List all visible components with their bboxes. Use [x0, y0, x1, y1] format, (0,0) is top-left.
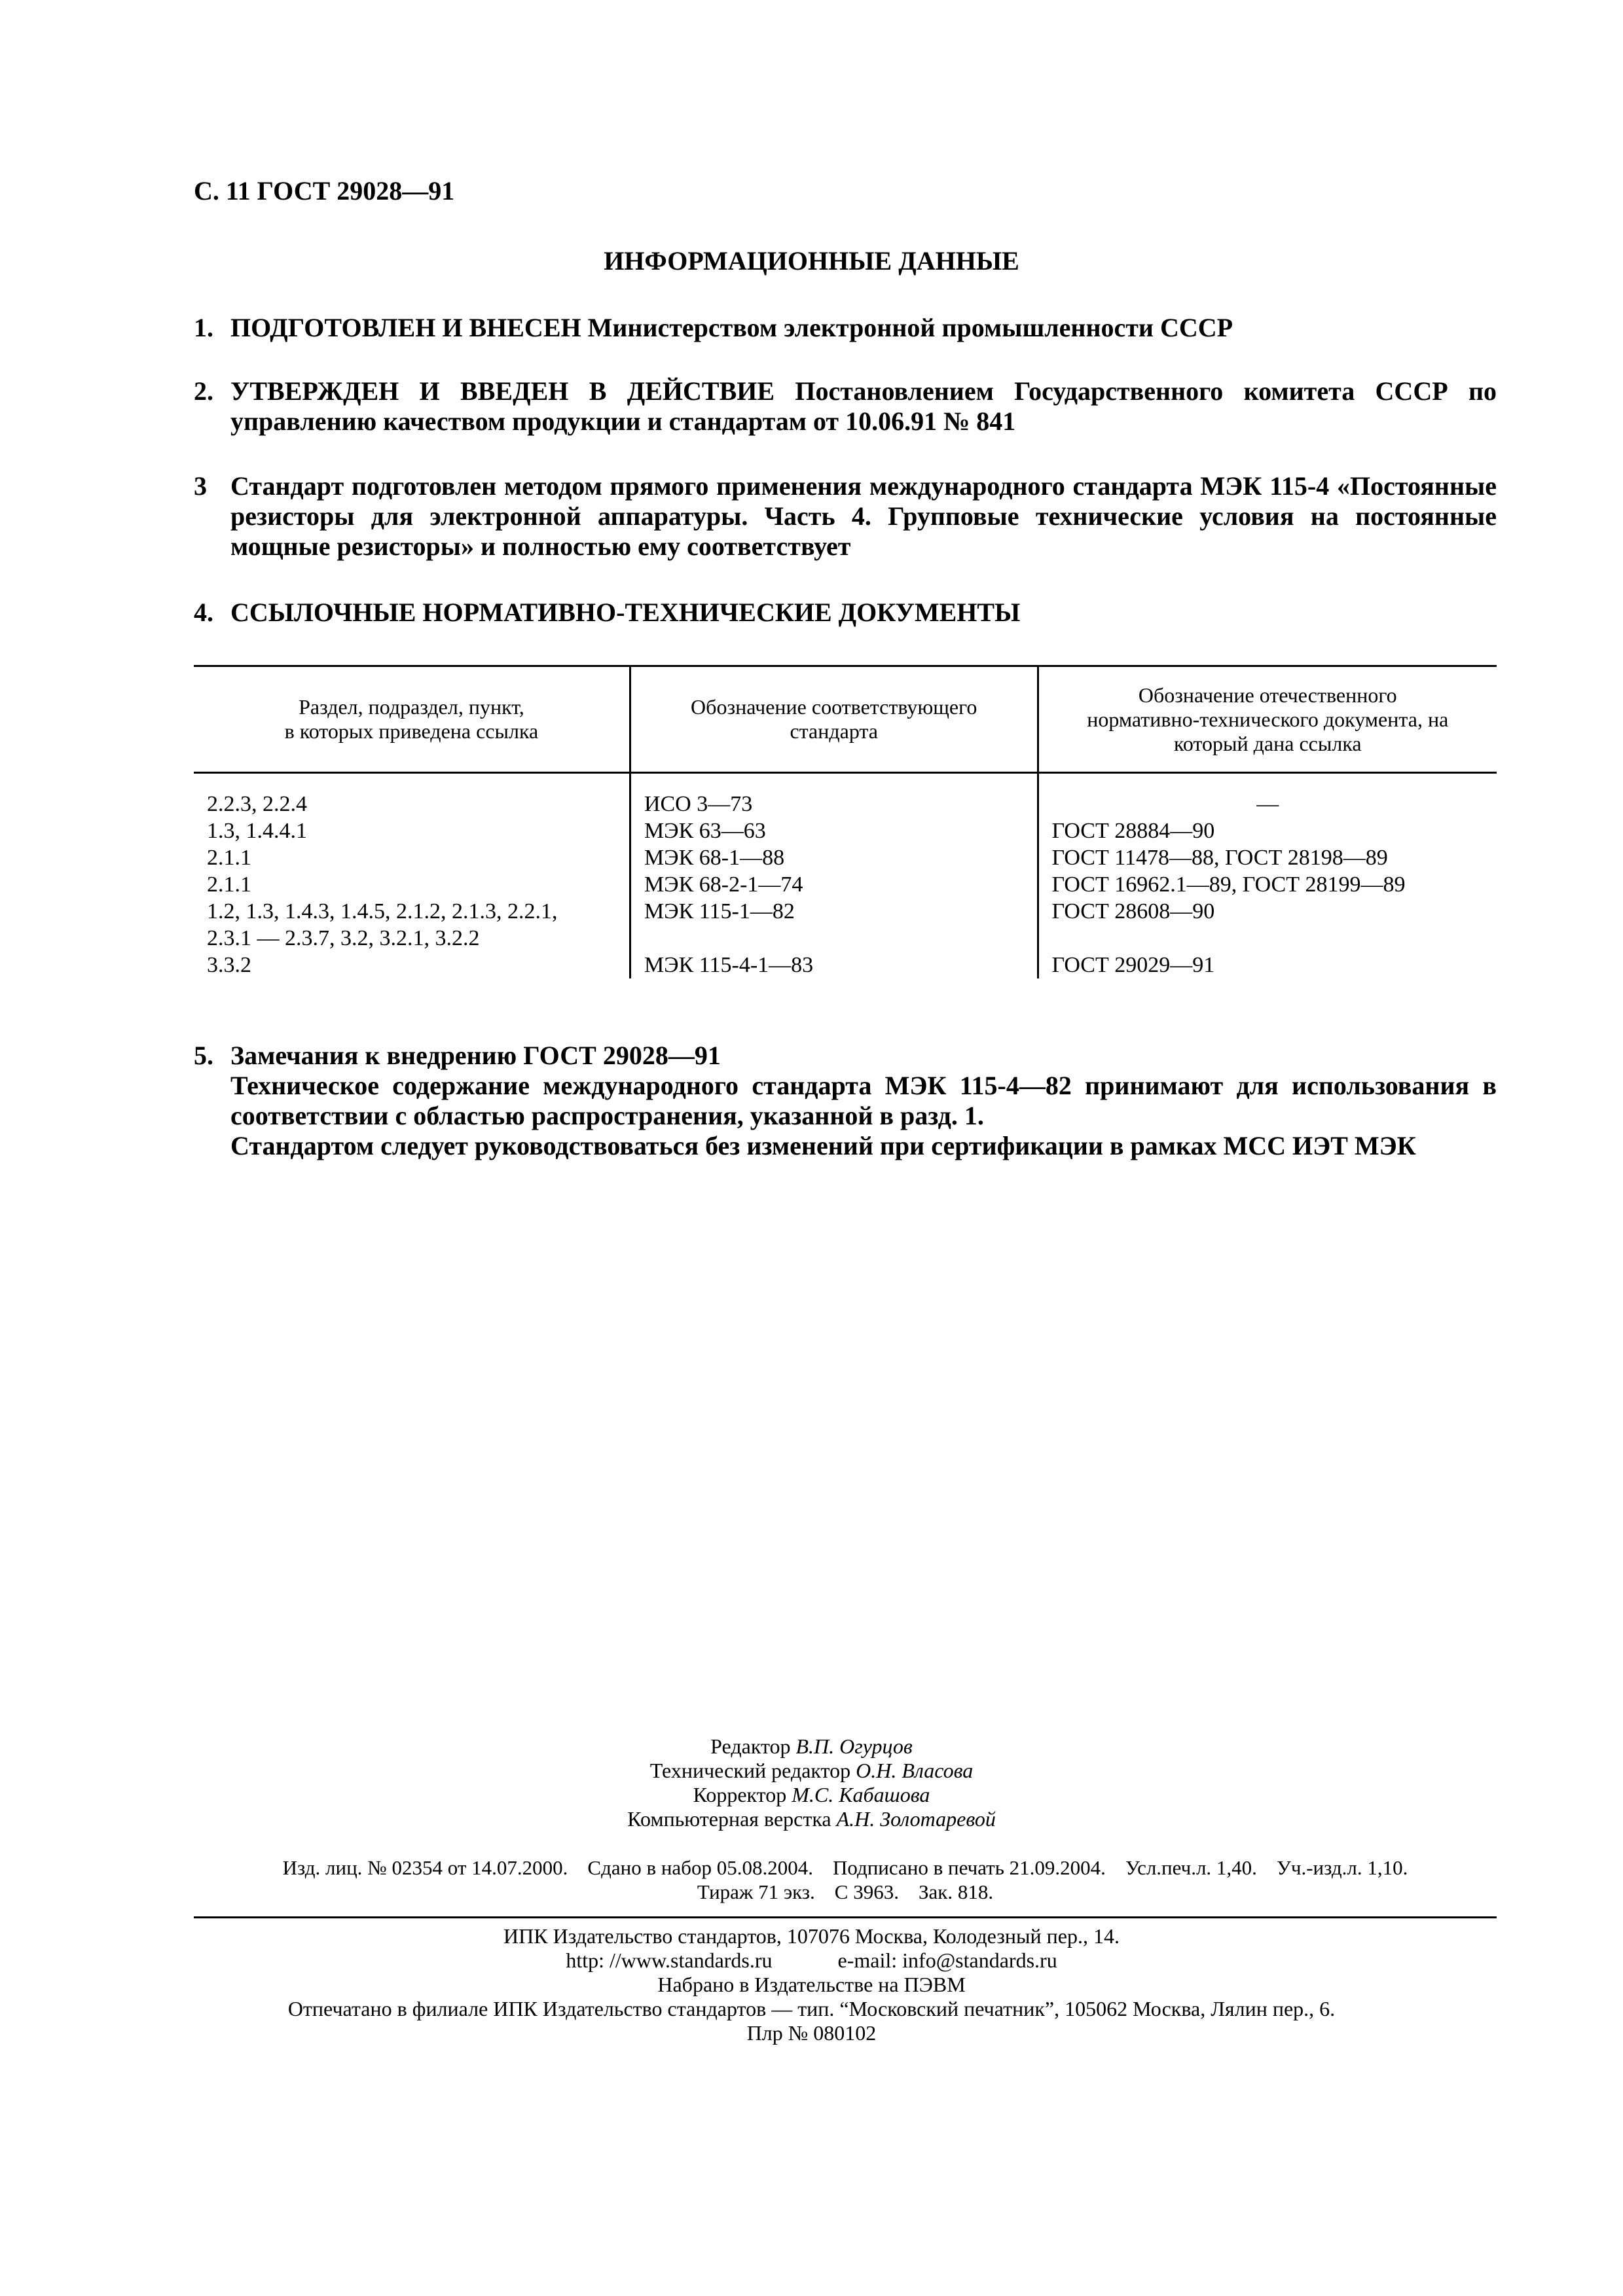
table-header-cell: Обозначение соответствующего стандарта [630, 666, 1038, 773]
imprint-line-1 [194, 1856, 1497, 1880]
publisher-contacts [0, 1948, 1623, 1973]
imprint-license: Изд. лиц. № 02354 от 14.07.2000. [282, 1856, 568, 1879]
publisher-line: Набрано в Издательстве на ПЭВМ [657, 1973, 966, 1996]
table-header-cell: Обозначение отечественного нормативно-технического документа, на который дана ссылка [1038, 666, 1497, 773]
horizontal-rule [194, 1916, 1497, 1918]
item-caps: ПОДГОТОВЛЕН И ВНЕСЕН [230, 313, 581, 342]
imprint-sent: Сдано в набор 05.08.2004. [587, 1856, 813, 1879]
publisher-line: Плр № 080102 [746, 2021, 877, 2045]
publisher-line: ИПК Издательство стандартов, 107076 Москва, Колодезный пер., 14. [503, 1924, 1120, 1948]
imprint-signed: Подписано в печать 21.09.2004. [832, 1856, 1106, 1879]
empty-dash: — [1256, 792, 1279, 816]
credit-name: О.Н. Власова [856, 1759, 974, 1782]
imprint-c: С 3963. [834, 1880, 899, 1903]
info-item-5 [194, 1041, 1497, 1161]
document-title: ИНФОРМАЦИОННЫЕ ДАННЫЕ [604, 246, 1019, 276]
item-number: 2. [194, 376, 213, 406]
item-number: 4. [194, 598, 213, 627]
imprint-print-sheets: Усл.печ.л. 1,40. [1125, 1856, 1257, 1879]
item-text: Министерством электронной промышленности СССР [581, 313, 1233, 342]
table-row [194, 773, 1497, 979]
table-cell-national-docs [1038, 773, 1497, 979]
credit-name: А.Н. Золотаревой [836, 1807, 996, 1831]
imprint-order: Зак. 818. [918, 1880, 994, 1903]
credit-layout [0, 1807, 1623, 1831]
publisher-website: http: //www.standards.ru [566, 1948, 773, 1972]
page-header: С. 11 ГОСТ 29028—91 [194, 176, 455, 206]
publisher-block [0, 1924, 1623, 2045]
publisher-line: Отпечатано в филиале ИПК Издательство стандартов — тип. “Московский печатник”, 105062 Москва, Лялин пер., 6. [287, 1997, 1336, 2020]
info-item-1 [194, 313, 1497, 343]
item-caps: УТВЕРЖДЕН И ВВЕДЕН В ДЕЙСТВИЕ [230, 376, 775, 406]
imprint-line-2 [194, 1880, 1497, 1904]
credit-corrector [0, 1783, 1623, 1807]
reference-table [194, 665, 1497, 978]
item-number: 5. [194, 1041, 213, 1070]
credits-block [0, 1734, 1623, 1831]
item-heading: Замечания к внедрению ГОСТ 29028—91 [230, 1041, 721, 1070]
item-text: Стандарт подготовлен методом прямого применения международного стандарта МЭК 115-4 «Постоянные резисторы для электронной аппаратуры. Часть 4. Групповые технические условия на постоянные мощные резисторы» и полностью ему соответствует [230, 471, 1497, 561]
item-number: 1. [194, 313, 213, 342]
credit-label: Корректор [693, 1783, 787, 1806]
item-paragraph: Техническое содержание международного стандарта МЭК 115-4—82 принимают для использования в соответствии с областью распространения, указанной в разд. 1. [230, 1071, 1497, 1130]
publisher-email: e-mail: info@standards.ru [837, 1948, 1057, 1972]
table-cell-standards: ИСО 3—73 МЭК 63—63 МЭК 68-1—88 МЭК 68-2-1—74 МЭК 115-1—82 МЭК 115-4-1—83 [630, 773, 1038, 979]
credit-label: Технический редактор [649, 1759, 851, 1782]
item-number: 3 [194, 471, 207, 501]
credit-name: В.П. Огурцов [795, 1734, 913, 1758]
table-header-cell: Раздел, подраздел, пункт, в которых приведена ссылка [194, 666, 630, 773]
imprint-run: Тираж 71 экз. [697, 1880, 815, 1903]
imprint-pub-sheets: Уч.-изд.л. 1,10. [1276, 1856, 1408, 1879]
credit-name: М.С. Кабашова [792, 1783, 930, 1806]
info-item-2 [194, 376, 1497, 437]
national-docs-list: ГОСТ 28884—90 ГОСТ 11478—88, ГОСТ 28198—89 ГОСТ 16962.1—89, ГОСТ 28199—89 ГОСТ 28608—90 ГОСТ 29029—91 [1051, 819, 1406, 977]
info-item-3 [194, 471, 1497, 562]
credit-editor [0, 1734, 1623, 1759]
credit-label: Редактор [710, 1734, 791, 1758]
item-caps: ССЫЛОЧНЫЕ НОРМАТИВНО-ТЕХНИЧЕСКИЕ ДОКУМЕНТЫ [230, 598, 1021, 627]
info-item-4 [194, 598, 1497, 628]
credit-tech-editor [0, 1759, 1623, 1783]
item-paragraph: Стандартом следует руководствоваться без изменений при сертификации в рамках МСС ИЭТ МЭК [230, 1131, 1416, 1160]
imprint-block [194, 1856, 1497, 1904]
table-cell-sections: 2.2.3, 2.2.4 1.3, 1.4.4.1 2.1.1 2.1.1 1.2, 1.3, 1.4.3, 1.4.5, 2.1.2, 2.1.3, 2.2.1, 2.3.1 — 2.3.7, 3.2, 3.2.1, 3.2.2 3.3.2 [207, 792, 558, 977]
table-header-row [194, 666, 1497, 773]
item-text: Постановлением Государственного комитета СССР по управлению качеством продукции и стандартам от 10.06.91 № 841 [230, 376, 1497, 436]
credit-label: Компьютерная верстка [627, 1807, 831, 1831]
